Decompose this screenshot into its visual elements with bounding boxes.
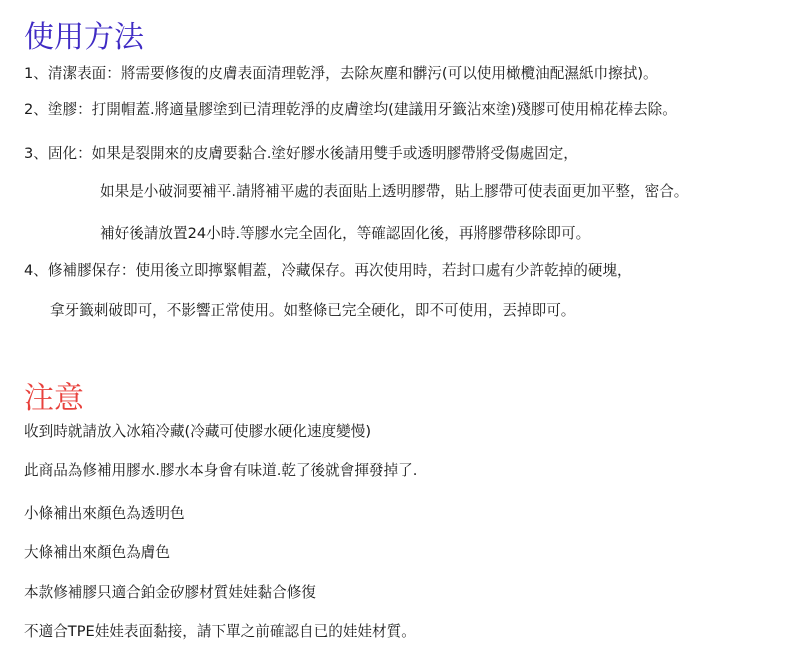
usage-step-3-continued-a: 如果是小破洞要補平.請將補平處的表面貼上透明膠帶，貼上膠帶可使表面更加平整，密合。 <box>100 183 689 200</box>
notice-line-4: 大條補出來顏色為膚色 <box>24 544 170 561</box>
usage-step-4-continued: 拿牙籤刺破即可，不影響正常使用。如整條已完全硬化，即不可使用，丟掉即可。 <box>50 302 576 319</box>
notice-line-6: 不適合TPE娃娃表面黏接，請下單之前確認自已的娃娃材質。 <box>24 623 416 640</box>
usage-step-4: 4、修補膠保存：使用後立即擰緊帽蓋，冷藏保存。再次使用時，若封口處有少許乾掉的硬塊， <box>24 262 632 279</box>
usage-step-3: 3、固化：如果是裂開來的皮膚要黏合.塗好膠水後請用雙手或透明膠帶將受傷處固定， <box>24 145 578 162</box>
notice-line-5: 本款修補膠只適合鉑金矽膠材質娃娃黏合修復 <box>24 584 316 601</box>
notice-heading: 注意 <box>24 381 84 416</box>
usage-step-2: 2、塗膠：打開帽蓋.將適量膠塗到已清理乾淨的皮膚塗均(建議用牙籤沾來塗)殘膠可使用棉花棒去除。 <box>24 101 677 118</box>
notice-line-1: 收到時就請放入冰箱冷藏(冷藏可使膠水硬化速度變慢) <box>24 423 372 440</box>
notice-line-3: 小條補出來顏色為透明色 <box>24 505 185 522</box>
usage-step-1: 1、清潔表面：將需要修復的皮膚表面清理乾淨，去除灰塵和髒污(可以使用橄欖油配濕紙巾擦拭)。 <box>24 65 658 82</box>
notice-line-2: 此商品為修補用膠水.膠水本身會有味道.乾了後就會揮發掉了. <box>24 462 418 479</box>
usage-step-3-continued-b: 補好後請放置24小時.等膠水完全固化，等確認固化後，再將膠帶移除即可。 <box>100 225 591 242</box>
usage-heading: 使用方法 <box>24 20 144 55</box>
